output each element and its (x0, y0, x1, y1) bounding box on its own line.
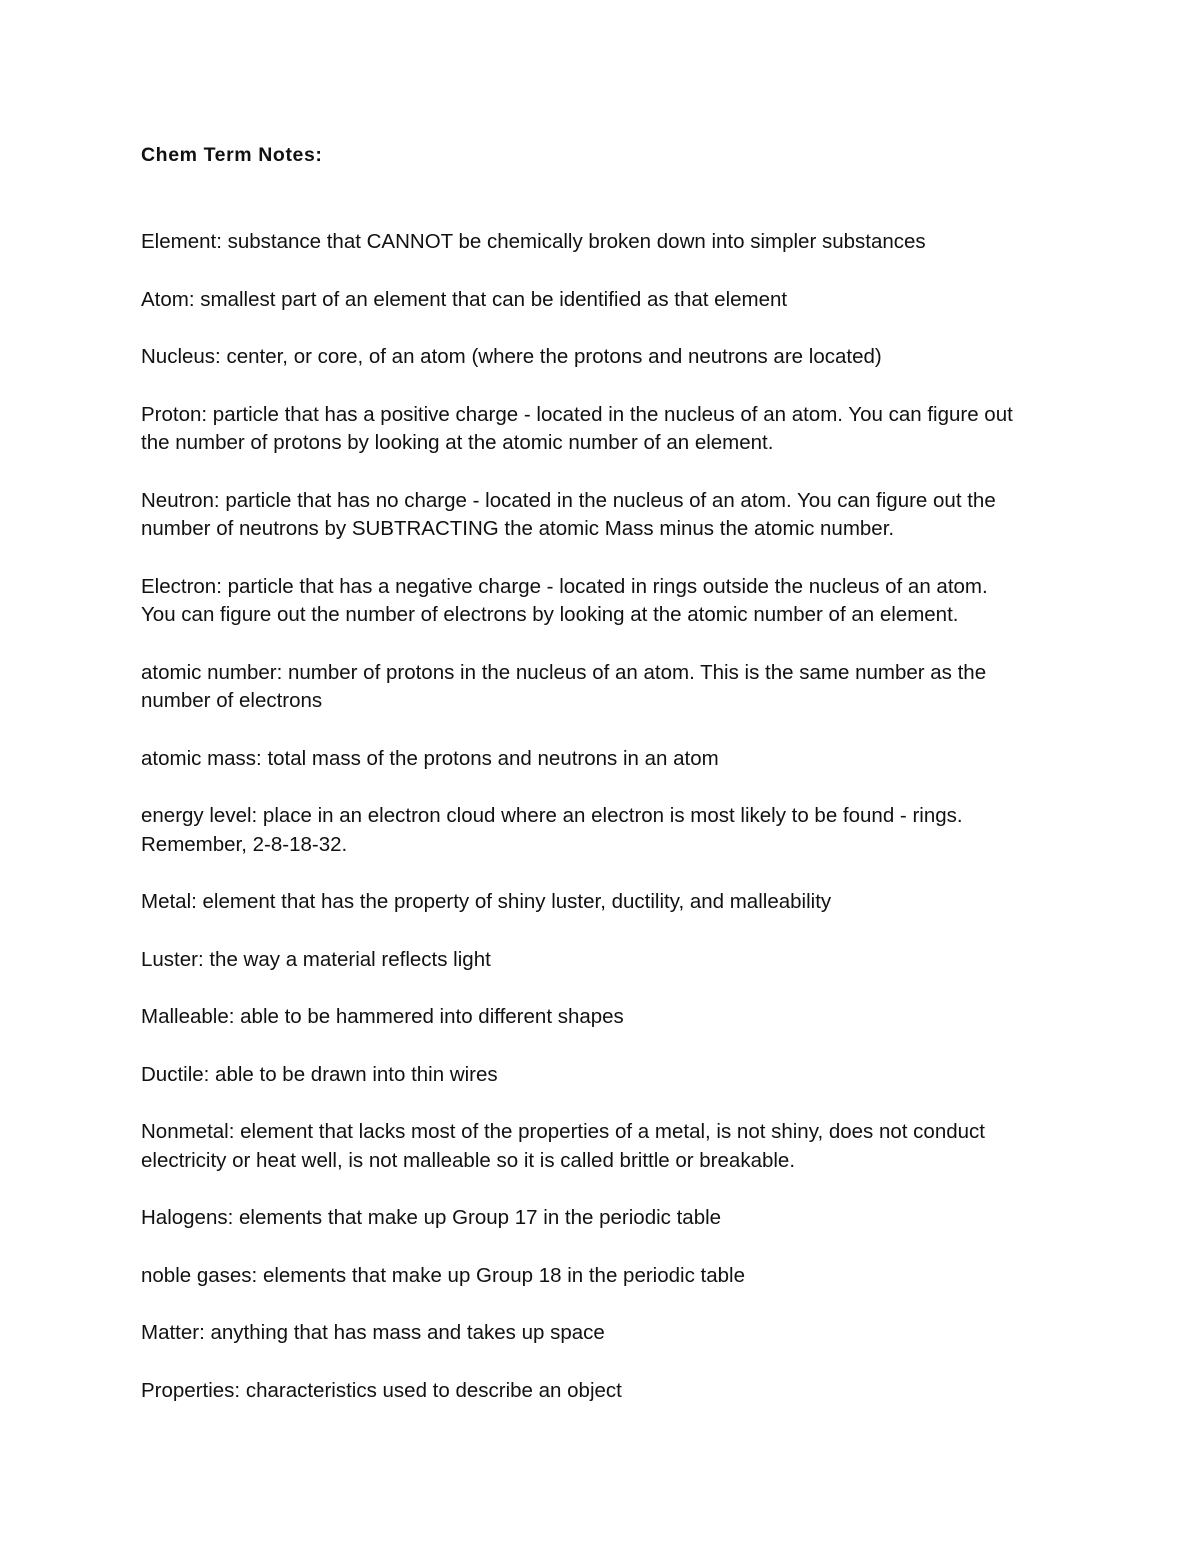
term-metal: Metal: element that has the property of shiny luster, ductility, and malleability (141, 890, 832, 913)
term-luster: Luster: the way a material reflects light (141, 947, 491, 971)
term-electron: Electron: particle that has a negative charge - located in rings outside the nucleus of an atom. You can figure out the number of electrons by looking at the atomic number of an element. (141, 574, 988, 626)
term-atomic-number: atomic number: number of protons in the nucleus of an atom. This is the same number as the number of electrons (141, 660, 987, 712)
term-atomic-mass: atomic mass: total mass of the protons and neutrons in an atom (141, 746, 719, 770)
term-element: Element: substance that CANNOT be chemically broken down into simpler substances (141, 230, 926, 253)
term-proton: Proton: particle that has a positive charge - located in the nucleus of an atom. You can figure out the number of protons by looking at the atomic number of an element. (141, 402, 1013, 454)
term-energy-level: energy level: place in an electron cloud where an electron is most likely to be found - rings. Remember, 2-8-18-32. (141, 804, 963, 856)
term-ductile: Ductile: able to be drawn into thin wires (141, 1062, 498, 1086)
term-atom: Atom: smallest part of an element that can be identified as that element (141, 287, 788, 311)
term-matter: Matter: anything that has mass and takes up space (141, 1321, 605, 1344)
term-nucleus: Nucleus: center, or core, of an atom (where the protons and neutrons are located) (141, 345, 882, 368)
term-malleable: Malleable: able to be hammered into different shapes (141, 1005, 624, 1028)
term-halogens: Halogens: elements that make up Group 17 in the periodic table (141, 1206, 722, 1229)
term-nonmetal: Nonmetal: element that lacks most of the properties of a metal, is not shiny, does not conduct electricity or heat well, is not malleable so it is called brittle or breakable. (141, 1120, 985, 1172)
term-noble-gases: noble gases: elements that make up Group 18 in the periodic table (141, 1263, 745, 1287)
term-properties: Properties: characteristics used to describe an object (141, 1378, 622, 1402)
document-title: Chem Term Notes: (141, 144, 323, 166)
term-neutron: Neutron: particle that has no charge - located in the nucleus of an atom. You can figure out the number of neutrons by SUBTRACTING the atomic Mass minus the atomic number. (141, 488, 996, 540)
term-list (141, 228, 1071, 1405)
document-page (141, 141, 1071, 1434)
